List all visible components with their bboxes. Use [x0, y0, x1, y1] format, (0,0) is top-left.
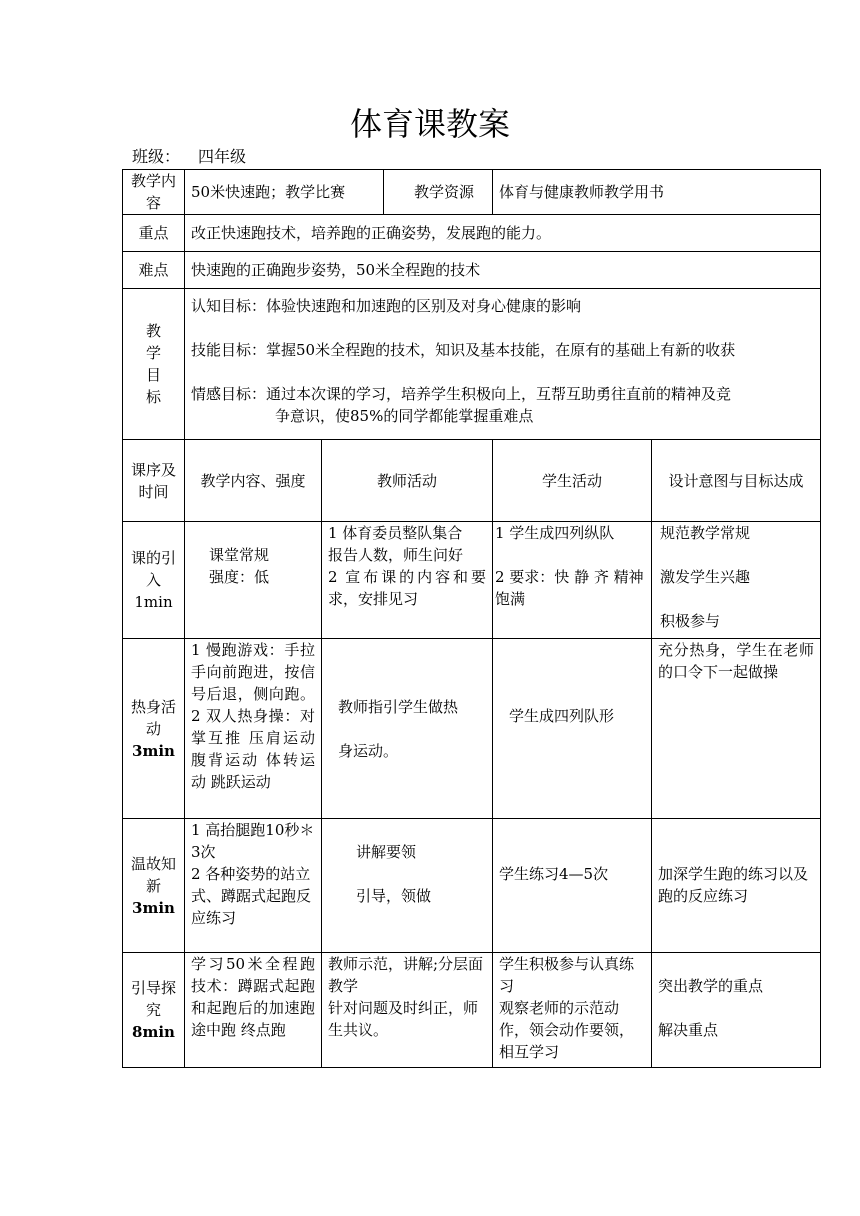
cognitive-objective: 认知目标：体验快速跑和加速跑的区别及对身心健康的影响 [191, 297, 582, 315]
student-cell: 学生积极参与认真练习 观察老师的示范动作，领会动作要领，相互学习 [493, 953, 652, 1068]
student-cell: 1 学生成四列纵队 2 要求：快 静 齐 精神饱满 [493, 522, 652, 639]
resource-label: 教学资源 [384, 170, 493, 215]
col-header-design: 设计意图与目标达成 [652, 440, 821, 522]
content-cell: 学习50米全程跑技术：蹲踞式起跑和起跑后的加速跑 途中跑 终点跑 [185, 953, 322, 1068]
stage-cell: 温故知新 3min [123, 819, 185, 953]
design-cell: 规范教学常规 激发学生兴趣 积极参与 [652, 522, 821, 639]
content-label: 教学内容 [123, 170, 185, 215]
design-cell: 充分热身，学生在老师的口令下一起做操 [652, 639, 821, 819]
content-cell: 1 慢跑游戏：手拉手向前跑进，按信号后退，侧向跑。2 双人热身操：对掌互推 压肩运动 腹背运动 体转运动 跳跃运动 [185, 639, 322, 819]
design-cell: 加深学生跑的练习以及跑的反应练习 [652, 819, 821, 953]
objectives-label: 教 学 目 标 [123, 289, 185, 440]
objectives-content [185, 289, 821, 440]
content-value: 50米快速跑；教学比赛 [185, 170, 384, 215]
table-row [123, 819, 821, 953]
teacher-cell: 1 体育委员整队集合 报告人数，师生问好 2 宣布课的内容和要求，安排见习 [322, 522, 493, 639]
content-cell: 课堂常规 强度：低 [185, 522, 322, 639]
stage-cell: 热身活动 3min [123, 639, 185, 819]
class-value: 四年级 [198, 147, 247, 166]
col-header-content: 教学内容、强度 [185, 440, 322, 522]
student-cell: 学生成四列队形 [493, 639, 652, 819]
teacher-cell: 教师示范，讲解;分层面教学 针对问题及时纠正，师生共议。 [322, 953, 493, 1068]
teacher-cell: 教师指引学生做热 身运动。 [322, 639, 493, 819]
key-point-value: 改正快速跑技术，培养跑的正确姿势，发展跑的能力。 [185, 215, 821, 252]
student-cell: 学生练习4—5次 [493, 819, 652, 953]
skill-objective: 技能目标：掌握50米全程跑的技术，知识及基本技能，在原有的基础上有新的收获 [191, 341, 736, 359]
key-point-label: 重点 [123, 215, 185, 252]
stage-cell: 课的引入 1min [123, 522, 185, 639]
col-header-sequence: 课序及时间 [123, 440, 185, 522]
difficulty-value: 快速跑的正确跑步姿势，50米全程跑的技术 [185, 252, 821, 289]
stage-cell: 引导探究 8min [123, 953, 185, 1068]
column-header-row [123, 440, 821, 522]
content-cell: 1 高抬腿跑10秒＊3次 2 各种姿势的站立式、蹲踞式起跑反应练习 [185, 819, 322, 953]
class-info [132, 146, 246, 168]
resource-value: 体育与健康教师教学用书 [493, 170, 821, 215]
class-label: 班级： [132, 147, 181, 166]
col-header-student: 学生活动 [493, 440, 652, 522]
difficulty-row [123, 252, 821, 289]
header-row [123, 170, 821, 215]
objectives-row [123, 289, 821, 440]
table-row [123, 522, 821, 639]
lesson-plan-table [122, 169, 821, 1068]
emotion-objective-line-2: 争意识，使85%的同学都能掌握重难点 [275, 407, 534, 425]
document-title: 体育课教案 [349, 105, 510, 143]
teacher-cell: 讲解要领 引导，领做 [322, 819, 493, 953]
difficulty-label: 难点 [123, 252, 185, 289]
emotion-objective-line-1: 情感目标：通过本次课的学习，培养学生积极向上，互帮互助勇往直前的精神及竞 [191, 385, 732, 403]
table-row [123, 953, 821, 1068]
table-row [123, 639, 821, 819]
col-header-teacher: 教师活动 [322, 440, 493, 522]
design-cell: 突出教学的重点 解决重点 [652, 953, 821, 1068]
key-point-row [123, 215, 821, 252]
